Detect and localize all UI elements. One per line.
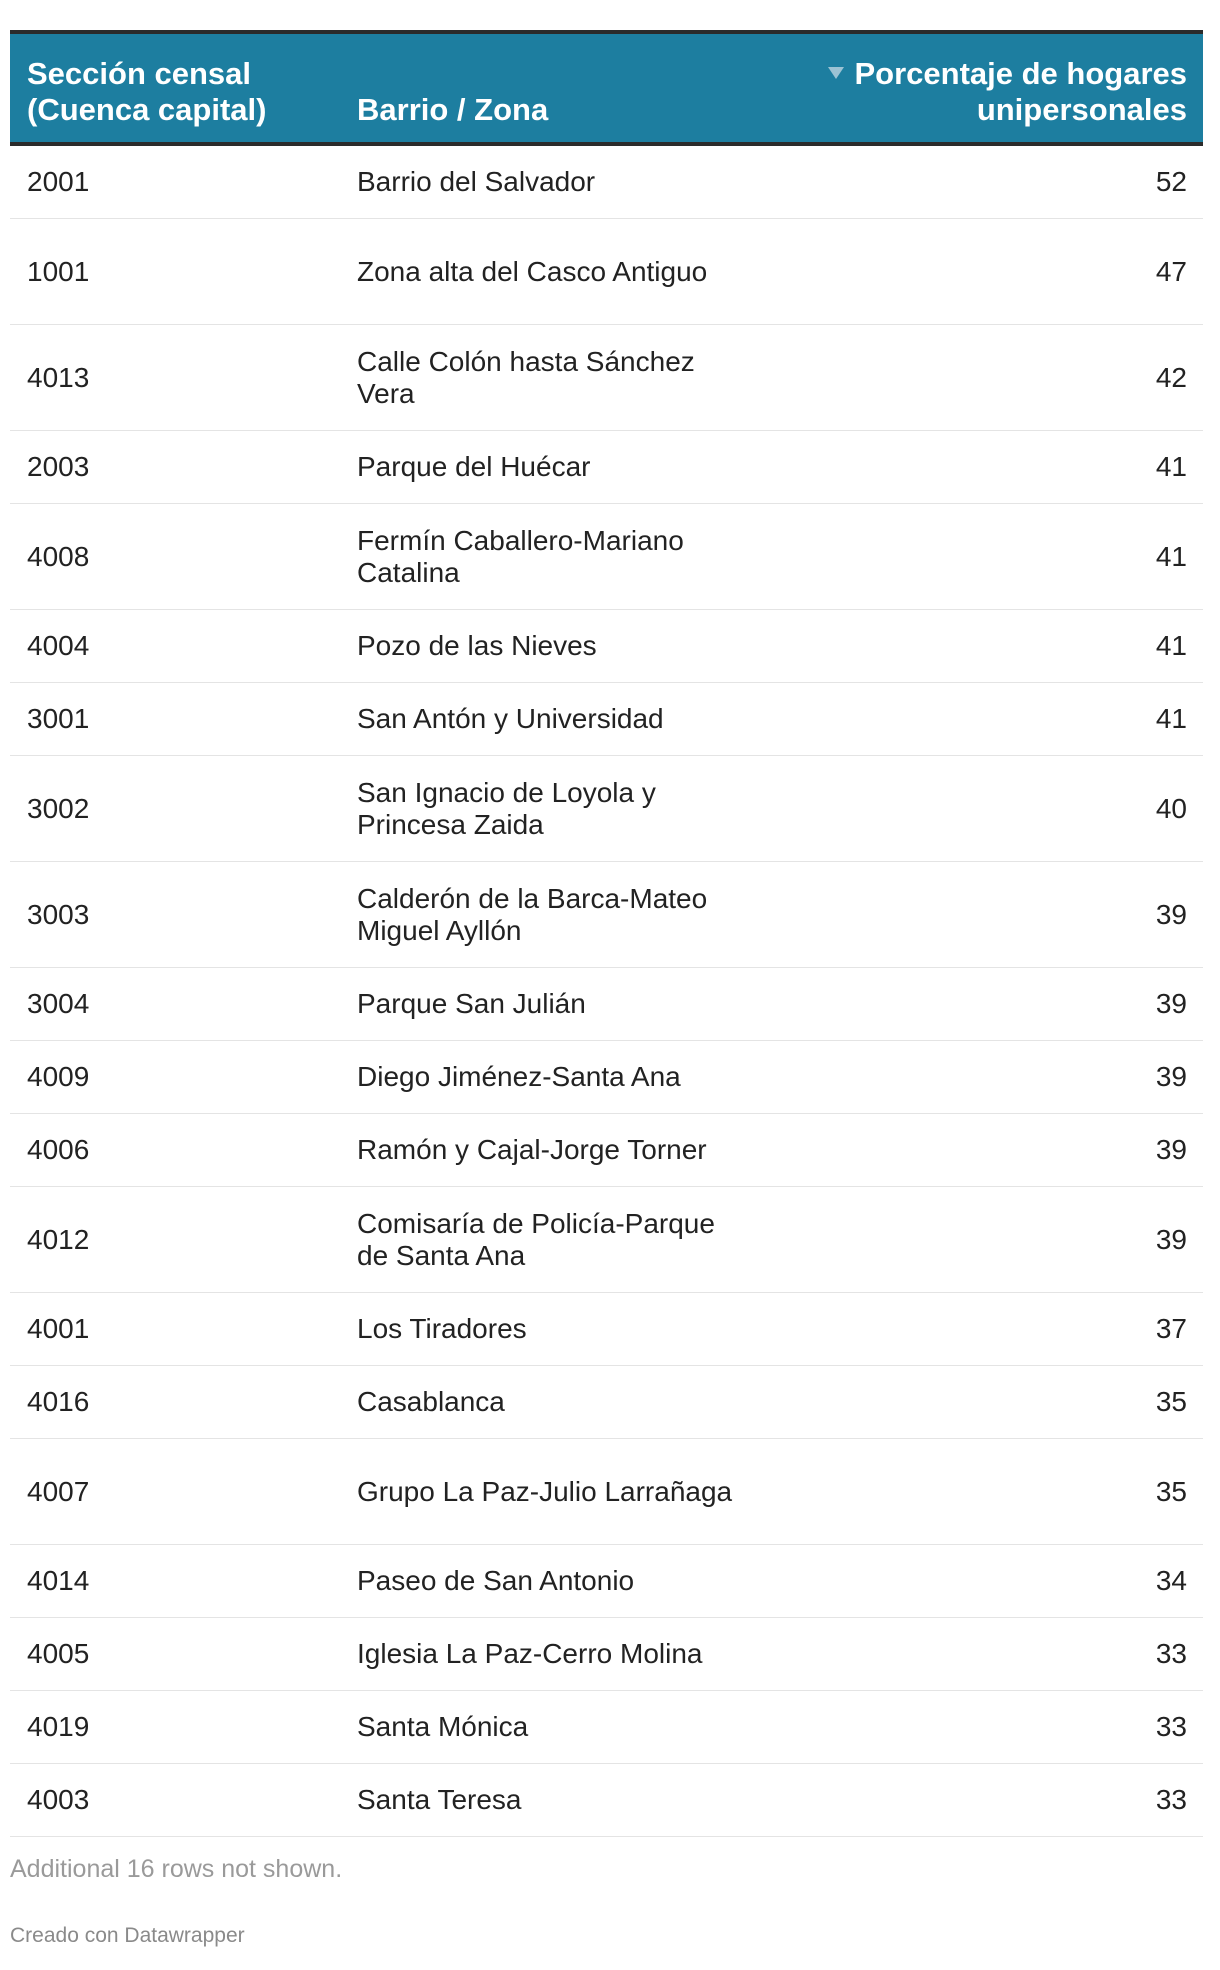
cell-barrio: Calle Colón hasta Sánchez Vera <box>357 345 695 409</box>
table-row <box>10 1764 1203 1837</box>
cell-seccion: 4008 <box>27 540 90 572</box>
table-row <box>10 862 1203 968</box>
rows-not-shown-note: Additional 16 rows not shown. <box>10 1855 343 1883</box>
table-row <box>10 146 1203 219</box>
header-barrio[interactable]: Barrio / Zona <box>357 92 549 127</box>
cell-barrio: Ramón y Cajal-Jorge Torner <box>357 1134 707 1165</box>
cell-porcentaje: 41 <box>1155 630 1187 661</box>
cell-barrio: Iglesia La Paz-Cerro Molina <box>357 1638 703 1669</box>
table-row <box>10 1439 1203 1545</box>
cell-seccion: 3003 <box>27 898 90 930</box>
cell-barrio: Fermín Caballero-Mariano Catalina <box>357 524 684 588</box>
cell-porcentaje: 33 <box>1155 1711 1187 1742</box>
cell-porcentaje: 39 <box>1155 1134 1187 1165</box>
table-row <box>10 219 1203 325</box>
cell-porcentaje: 41 <box>1155 540 1187 572</box>
sort-desc-triangle-icon[interactable] <box>828 67 844 79</box>
cell-porcentaje: 39 <box>1155 988 1187 1019</box>
cell-porcentaje: 35 <box>1155 1475 1187 1507</box>
table-row <box>10 968 1203 1041</box>
table-row <box>10 1366 1203 1439</box>
table-row <box>10 1691 1203 1764</box>
cell-seccion: 4009 <box>27 1061 90 1092</box>
cell-barrio: Comisaría de Policía-Parque de Santa Ana <box>357 1207 715 1271</box>
cell-seccion: 4013 <box>27 361 90 393</box>
header-seccion[interactable]: Sección censal (Cuenca capital) <box>27 56 267 127</box>
cell-barrio: Los Tiradores <box>357 1313 527 1344</box>
table-row <box>10 1545 1203 1618</box>
table-header <box>10 30 1203 146</box>
cell-seccion: 4004 <box>27 630 90 661</box>
table-row <box>10 610 1203 683</box>
cell-barrio: Casablanca <box>357 1386 505 1417</box>
cell-porcentaje: 33 <box>1155 1638 1187 1669</box>
cell-porcentaje: 42 <box>1155 361 1187 393</box>
cell-barrio: Calderón de la Barca-Mateo Miguel Ayllón <box>357 882 708 946</box>
cell-porcentaje: 39 <box>1155 1223 1187 1255</box>
data-table <box>10 30 1203 1837</box>
header-porcentaje[interactable] <box>767 56 1187 128</box>
cell-porcentaje: 35 <box>1155 1386 1187 1417</box>
datawrapper-credit[interactable]: Creado con Datawrapper <box>10 1924 245 1947</box>
cell-seccion: 3002 <box>27 792 90 824</box>
table-row <box>10 1187 1203 1293</box>
cell-porcentaje: 33 <box>1155 1784 1187 1815</box>
table-row <box>10 683 1203 756</box>
cell-seccion: 4012 <box>27 1223 90 1255</box>
cell-porcentaje: 39 <box>1155 898 1187 930</box>
cell-barrio: San Antón y Universidad <box>357 703 664 734</box>
cell-seccion: 2001 <box>27 166 90 197</box>
cell-barrio: Pozo de las Nieves <box>357 630 597 661</box>
cell-barrio: San Ignacio de Loyola y Princesa Zaida <box>357 776 656 840</box>
cell-porcentaje: 41 <box>1155 451 1187 482</box>
table-row <box>10 325 1203 431</box>
cell-porcentaje: 47 <box>1155 255 1187 287</box>
cell-barrio: Santa Mónica <box>357 1711 529 1742</box>
cell-porcentaje: 40 <box>1155 792 1187 824</box>
cell-porcentaje: 52 <box>1155 166 1187 197</box>
table-row <box>10 504 1203 610</box>
cell-barrio: Zona alta del Casco Antiguo <box>357 255 708 287</box>
cell-seccion: 3004 <box>27 988 90 1019</box>
cell-seccion: 4003 <box>27 1784 90 1815</box>
cell-barrio: Paseo de San Antonio <box>357 1565 635 1596</box>
cell-barrio: Barrio del Salvador <box>357 166 596 197</box>
cell-barrio: Grupo La Paz-Julio Larrañaga <box>357 1475 733 1507</box>
cell-seccion: 3001 <box>27 703 90 734</box>
table-row <box>10 1618 1203 1691</box>
table-row <box>10 1041 1203 1114</box>
cell-barrio: Parque del Huécar <box>357 451 591 482</box>
cell-seccion: 4014 <box>27 1565 90 1596</box>
cell-seccion: 4006 <box>27 1134 90 1165</box>
cell-seccion: 4007 <box>27 1475 90 1507</box>
cell-porcentaje: 41 <box>1155 703 1187 734</box>
cell-porcentaje: 37 <box>1155 1313 1187 1344</box>
cell-seccion: 4019 <box>27 1711 90 1742</box>
cell-barrio: Diego Jiménez-Santa Ana <box>357 1061 681 1092</box>
table-row <box>10 1114 1203 1187</box>
cell-seccion: 1001 <box>27 255 90 287</box>
cell-seccion: 2003 <box>27 451 90 482</box>
cell-seccion: 4005 <box>27 1638 90 1669</box>
table-body <box>10 146 1203 1837</box>
cell-porcentaje: 39 <box>1155 1061 1187 1092</box>
cell-barrio: Parque San Julián <box>357 988 586 1019</box>
cell-porcentaje: 34 <box>1155 1565 1187 1596</box>
table-row <box>10 1293 1203 1366</box>
cell-seccion: 4001 <box>27 1313 90 1344</box>
cell-barrio: Santa Teresa <box>357 1784 522 1815</box>
table-row <box>10 756 1203 862</box>
header-porcentaje-label: Porcentaje de hogares unipersonales <box>854 56 1187 127</box>
cell-seccion: 4016 <box>27 1386 90 1417</box>
table-row <box>10 431 1203 504</box>
